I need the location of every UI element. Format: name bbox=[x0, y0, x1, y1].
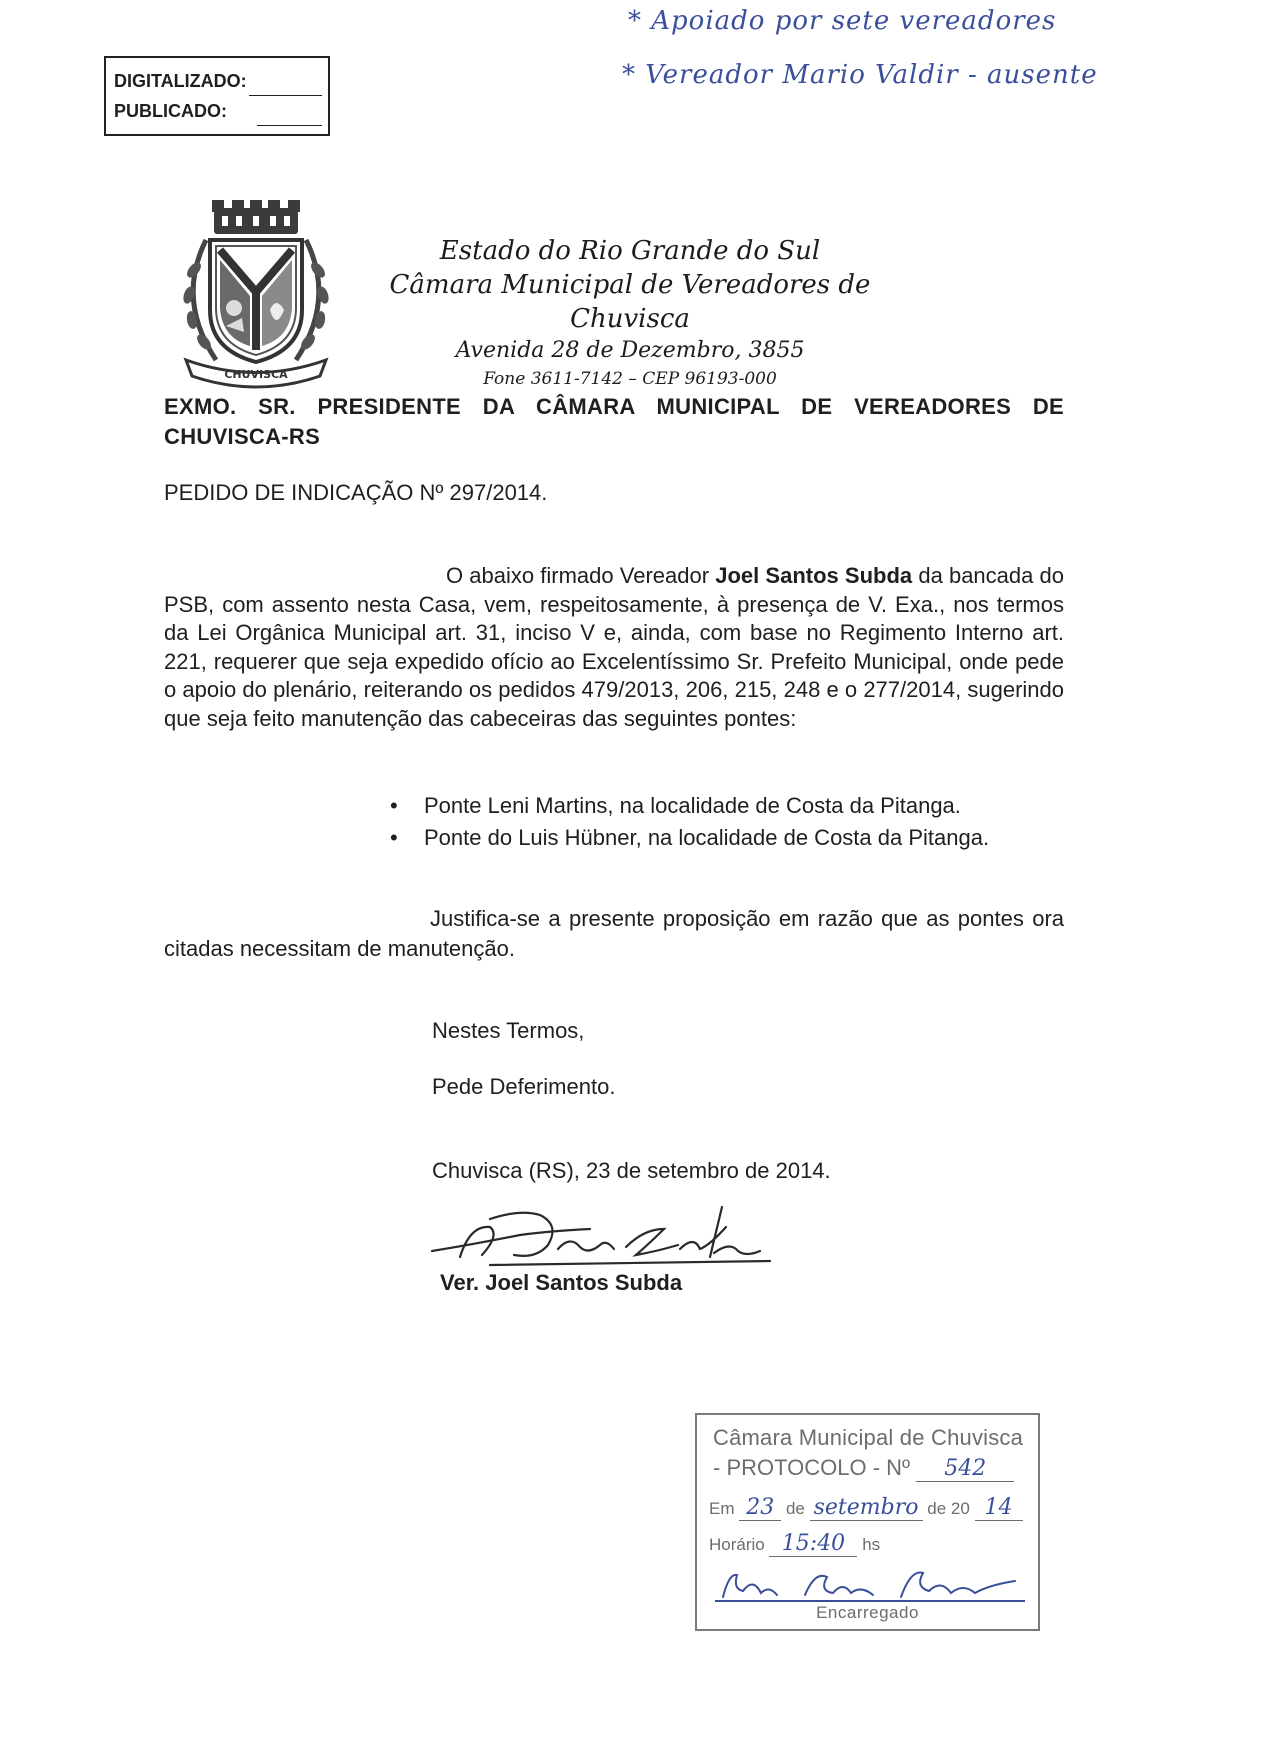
handwritten-note-support: * Apoiado por sete vereadores bbox=[628, 6, 1057, 36]
list-item: • Ponte Leni Martins, na localidade de Costa da Pitanga. bbox=[390, 790, 1090, 822]
stamp-protocol-number: 542 bbox=[916, 1456, 1014, 1482]
letterhead-state: Estado do Rio Grande do Sul bbox=[439, 236, 821, 266]
body-intro: O abaixo firmado Vereador bbox=[446, 563, 710, 588]
stamp-time-row bbox=[709, 1531, 880, 1557]
body-paragraph bbox=[164, 562, 1064, 733]
place-date: Chuvisca (RS), 23 de setembro de 2014. bbox=[432, 1158, 831, 1183]
closing-request: Pede Deferimento. bbox=[432, 1074, 616, 1099]
request-title: PEDIDO DE INDICAÇÃO Nº 297/2014. bbox=[164, 480, 548, 505]
handwritten-note-absent: * Vereador Mario Valdir - ausente bbox=[622, 60, 1098, 90]
stamp-de-label: de bbox=[785, 1499, 805, 1518]
publicado-label: PUBLICADO: bbox=[114, 101, 227, 121]
addressee: EXMO. SR. PRESIDENTE DA CÂMARA MUNICIPAL DE VEREADORES DE CHUVISCA-RS bbox=[164, 394, 1064, 449]
bridge-list bbox=[390, 790, 1090, 854]
body-rest: da bancada do PSB, com assento nesta Casa, vem, respeitosamente, à presença de V. Exa., nos termos da Lei Orgânica Municipal art. 31, inciso V e, ainda, com base no Regimento Interno art. 221, requerer que seja expedido ofício ao Excelentíssimo Sr. Prefeito Municipal, onde pede o apoio do plenário, reiterando os pedidos 479/2013, 206, 215, 248 e o 277/2014, sugerindo que seja feito manutenção das cabeceiras das seguintes pontes: bbox=[164, 563, 1064, 731]
stamp-protocol-label: - PROTOCOLO - Nº bbox=[713, 1455, 911, 1480]
digitalizado-line bbox=[249, 75, 322, 96]
protocol-stamp bbox=[695, 1413, 1040, 1631]
publicado-line bbox=[257, 105, 322, 126]
stamp-horario-label: Horário bbox=[709, 1535, 765, 1554]
stamp-hs-label: hs bbox=[862, 1535, 881, 1554]
letterhead-chamber: Câmara Municipal de Vereadores de Chuvisca bbox=[389, 270, 871, 334]
digitalization-box bbox=[104, 56, 330, 136]
crest-ribbon-text: CHUVISCA bbox=[224, 368, 288, 381]
councilor-name: Joel Santos Subda bbox=[715, 563, 913, 588]
stamp-day: 23 bbox=[739, 1495, 781, 1521]
list-item: • Ponte do Luis Hübner, na localidade de Costa da Pitanga. bbox=[390, 822, 1090, 854]
closing-terms: Nestes Termos, bbox=[432, 1018, 585, 1043]
stamp-de-year-label: de 20 bbox=[927, 1499, 970, 1518]
publicado-row bbox=[114, 96, 322, 126]
justification-text: Justifica-se a presente proposição em razão que as pontes ora citadas necessitam de manutenção. bbox=[164, 906, 1064, 961]
stamp-role: Encarregado bbox=[816, 1603, 919, 1622]
stamp-em-label: Em bbox=[709, 1499, 735, 1518]
digitalizado-label: DIGITALIZADO: bbox=[114, 71, 247, 91]
letterhead-address: Avenida 28 de Dezembro, 3855 bbox=[455, 338, 805, 363]
stamp-title: Câmara Municipal de Chuvisca bbox=[713, 1425, 1024, 1450]
stamp-month: setembro bbox=[810, 1495, 923, 1521]
letterhead bbox=[330, 234, 930, 392]
stamp-date-row bbox=[709, 1495, 1023, 1521]
stamp-protocol-row bbox=[713, 1455, 1014, 1482]
stamp-year: 14 bbox=[975, 1495, 1023, 1521]
stamp-signature-icon bbox=[715, 1567, 1025, 1603]
stamp-time: 15:40 bbox=[769, 1531, 857, 1557]
letterhead-phone: Fone 3611-7142 – CEP 96193-000 bbox=[483, 369, 777, 389]
handwritten-signature-icon bbox=[430, 1205, 790, 1275]
signer-name: Ver. Joel Santos Subda bbox=[440, 1270, 683, 1295]
justification-paragraph bbox=[164, 904, 1064, 964]
digitalizado-row bbox=[114, 66, 322, 96]
coat-of-arms-icon bbox=[176, 200, 336, 390]
